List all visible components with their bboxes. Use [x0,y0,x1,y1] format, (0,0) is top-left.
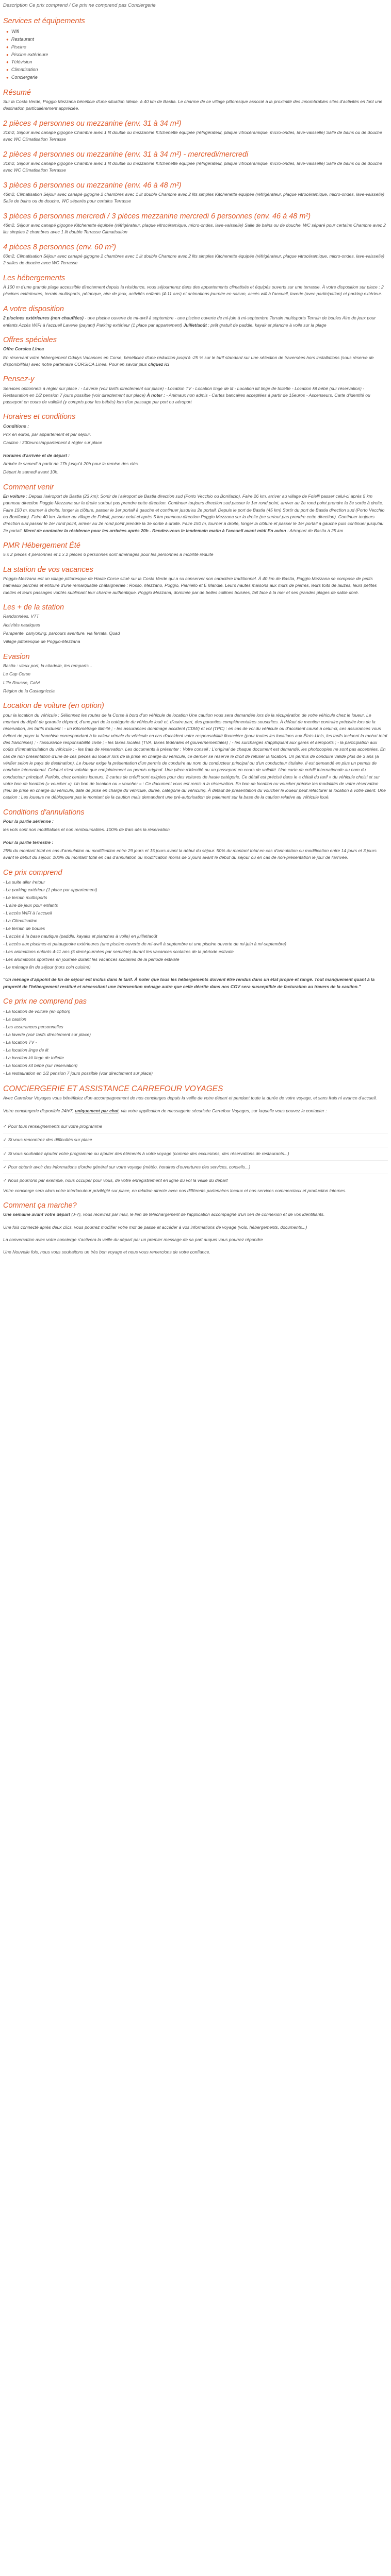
horaires-line: Arrivée le samedi à partir de 17h jusqu'à 20h pour la remise des clés. [3,461,139,467]
station-title: La station de vos vacances [3,565,93,574]
location-title: Location de voiture (en option) [3,702,104,710]
ne-comprend-title: Ce prix ne comprend pas [3,997,87,1006]
when-text: Une fois connecté après deux clics, vous pourrez modifier votre mot de passe et accéder à vos informations de voyage (vols, hébergements, documents...) [3,1224,307,1230]
list-item: - Les animations sportives en journée durant les vacances scolaires de la période estivale [3,957,180,962]
service-item: ● Climatisation [6,67,38,73]
resume-title: Résumé [3,88,31,97]
service-item: ● Wifi [6,29,19,35]
horaires-title: Horaires et conditions [3,413,76,421]
list-item: - La location linge de lit [3,1047,48,1053]
offres-title: Offres spéciales [3,335,57,344]
room-text: 60m2, Climatisation Séjour avec canapé gigogne 2 chambres avec 1 lit double Chambre avec 2 lits simples Kitchenette équipée (réfrigérateur, plaque vitrocéramique, micro-ondes, lave-vaisselle) 2 salles de douche avec WC Terrasse [3,253,384,266]
offres-link[interactable]: cliquez ici [148,361,170,367]
venir-text: En voiture : Depuis l'aéroport de Bastia (23 km): Sortir de l'aéroport de Bastia direction sud (Porto Vecchio ou Bonifacio). Faire 26 km, arriver au village de Folelli passer celui-ci après 5 km panneau direction Poggio Mezzana sur la droite surtout pas prendre cette direction. Continuer toujours direction sud passer le 1er rond point, arriver au 2e rond point prendre la 3e sortie à droite. Faire 150 m, tourner à droite, longer la clôture, passer le 1er portail à gauche et continuer jusqu'au 2e portail. Depuis le port de Bastia (45 km) Sortir du port de Bastia direction sud (Porto Vecchio ou Bonifacio). Faire 40 km. Arriver au village de Folelli, passer celui-ci après 5 km panneau direction Poggio Mezzana sur la droite (ne surtout pas prendre cette direction). Continuer toujours direction sud passer le 1er rond point, arriver au 2e rond point prendre la 3e sortie à droite. Faire 150 m, tourner à droite, longer la clôture et passer le 1er portail à gauche puis continuer jusqu'au 2e portail. Merci de contacter la résidence pour les arrivées après 20h . Rendez-vous le lendemain matin à l'accueil avant midi En avion : Aéroport de Bastia à 25 km [3,494,385,533]
list-item: - Le parking extérieur (1 place par appartement) [3,887,97,893]
list-item: - La location kit bébé (sur réservation) [3,1062,78,1068]
comprend-note: "Un ménage d'appoint de fin de séjour est inclus dans le tarif. À noter que tous les hébergements doivent être rendus dans un état propre et rangé. Tout manquement quant à la propreté de l'hébergement restitué et nécessitant une intervention ménage autre que celle décrite dans nos CGV sera susceptible de facturation au travers de la caution." [3,977,375,989]
room-text: 46m2, Climatisation Séjour avec canapé gigogne 2 chambres avec 1 lit double Chambre avec 2 lits simples Kitchenette équipée (réfrigérateur, plaque vitrocéramique, micro-ondes, lave-vaisselle) Salle de bains ou de douche, WC séparés pour certains Terrasse [3,192,384,204]
list-item: - La caution [3,1016,26,1022]
services-title: Services et équipements [3,16,85,25]
bullet-icon: ● [6,37,9,42]
hebergements-text: À 100 m d'une grande plage accessible directement depuis la résidence, vous séjournerez dans des appartements climatisés et équipés ouverts sur une terrasse. À votre disposition sur place : 2 piscines extérieures, terrain multisports, pétanque, aire de jeux, activités enfants (4-11 ans) et animations journée en saison, accès wifi à l'accueil, laverie (avec participation) et parking extérieur. [3,284,384,297]
service-item: ● Piscine [6,44,26,49]
station-text: Poggio-Mezzana est un village pittoresque de Haute Corse situé sur la Costa Verde qui a su conserver son caractère traditionnel. À 40 km de Bastia, Poggio Mezzana se compose de petits hameaux perchés et entouré d'une remarquable châtaigneraie : Rosso, Mezzano, Poggio, Pianiello et E Mandle. Leurs hautes maisons aux murs de pierres, leurs toits de lauzes, leurs petites ruelles et leurs passages voûtés sublimant leur charme authentique. Poggio Mezzana, dominée par de belles collines boisées, fait face à la mer et ses grandes plages de sable doré. [3,576,377,595]
when-text: La conversation avec votre concierge s'activera la veille du départ par un premier message de sa part auquel vous pourrez répondre [3,1236,263,1242]
conditions-line: Caution : 300euros/appartement à régler sur place [3,440,103,446]
list-item: - La suite aller /retour [3,879,45,885]
top-line: Description Ce prix comprend / Ce prix ne comprend pas Conciergerie [3,3,156,8]
service-item: ● Télévision [6,59,32,65]
room-title: 2 pièces 4 personnes ou mezzanine (env. 31 à 34 m²) - mercredi/mercredi [3,150,249,159]
bullet-icon: ● [6,52,9,57]
comprend-title: Ce prix comprend [3,868,62,877]
list-item: - La Climatisation [3,918,38,924]
annulation-label: Pour la partie terrestre : [3,839,54,845]
list-item: - Le ménage fin de séjour (hors coin cuisine) [3,964,91,970]
list-item: - Le terrain de boules [3,926,45,931]
conciergerie-text: Avec Carrefour Voyages vous bénéficiez d'un accompagnement de nos concierges depuis la veille de votre départ et pendant toute la durée de votre voyage, et sans frais ni avance d'accueil. [3,1095,377,1101]
conditions-label: Conditions : [3,423,29,429]
horaires-label: Horaires d'arrivée et de départ : [3,452,70,458]
room-text: 31m2, Séjour avec canapé gigogne Chambre avec 1 lit double ou mezzanine Kitchenette équipée (réfrigérateur, plaque vitrocéramique, micro-ondes, lave-vaisselle) Salle de bains ou de douche avec WC Climatisation Terrasse [3,130,382,142]
list-item: - La location TV - [3,1039,37,1045]
ne-comprend-list [3,1008,388,1077]
check-item: ✓ Si vous souhaitez ajouter votre programme ou ajouter des éléments à votre voyage (comme des excursions, des réservations de restaurants...) [3,1150,289,1156]
list-item: - L'accès WIFI à l'accueil [3,910,52,916]
resume-text: Sur la Costa Verde, Poggio Mezzana bénéficie d'une situation idéale, à 40 km de Bastia. Le charme de ce village pittoresque associé à la proximité des innombrables sites d'activités en font une destination particulièrement appréciée. [3,99,383,111]
list-item: - La location de voiture (en option) [3,1008,71,1014]
plus-item: Village pittoresque de Poggio-Mezzana [3,639,80,645]
bullet-icon: ● [6,60,9,65]
evasion-item: Bastia : vieux port, la citadelle, les remparts... [3,663,92,669]
pmr-text: 5 x 2 pièces 4 personnes et 1 x 2 pièces 6 personnes sont aménagés pour les personnes à mobilité réduite [3,552,214,557]
list-item: - L'accès à la base nautique (paddle, kayaks et planches à voile) en juillet/août [3,934,157,939]
room-title: 3 pièces 6 personnes ou mezzanine (env. 46 à 48 m²) [3,181,182,190]
bullet-icon: ● [6,67,9,73]
disposition-text: 2 piscines extérieures (non chauffées) - une piscine ouverte de mi-avril à septembre - une piscine ouverte de mi-juin à mi-septembre Terrain multisports Terrain de boules Aire de jeux pour enfants Accès WIFI à l'accueil Laverie (payant) Parking extérieur (1 place par appartement) Juillet/août : prêt gratuit de paddle, kayak et planche à voile sur la plage [3,315,376,328]
bullet-icon: ● [6,44,9,49]
conditions-line: Prix en euros, par appartement et par séjour. [3,432,91,437]
comprend-list [3,878,388,971]
plus-item: Activités nautiques [3,622,40,628]
list-item: - L'aire de jeux pour enfants [3,903,58,908]
evasion-item: Région de la Castagniccia [3,688,55,693]
pmr-title: PMR Hébergement Été [3,541,80,550]
check-item: ✓ Si vous rencontrez des difficultés sur place [3,1137,92,1143]
when-text: Une semaine avant votre départ (J-7), vous recevrez par mail, le lien de téléchargement de l'application accompagné d'un lien de connexion et de vos identifiants. [3,1212,325,1217]
evasion-title: Evasion [3,652,30,661]
check-item: ✓ Pour obtenir avoir des informations d'ordre général sur votre voyage (météo, horaires d'ouvertures des services, conseils...) [3,1164,251,1170]
room-text: 31m2, Séjour avec canapé gigogne Chambre avec 1 lit double ou mezzanine Kitchenette équipée (réfrigérateur, plaque vitrocéramique, micro-ondes, lave-vaisselle) Salle de bains ou de douche avec WC Climatisation Terrasse [3,161,382,173]
room-title: 3 pièces 6 personnes mercredi / 3 pièces mezzanine mercredi 6 personnes (env. 46 à 48 m²) [3,212,311,221]
conciergerie-title: CONCIERGERIE ET ASSISTANCE CARREFOUR VOYAGES [3,1084,223,1093]
room-text: 46m2, Séjour avec canapé gigogne Kitchenette équipée (réfrigérateur, plaque vitrocéramique, micro-ondes, lave-vaisselle) Salle de bains ou de douche, WC séparé pour certains Chambre avec 2 lits simples 2 chambres avec 1 lit double Terrasse Climatisation [3,223,386,235]
list-item: - L'accès aux piscines et pataugeoire extérieures (une piscine ouverte de mi-avril à septembre et une piscine ouverte de mi-juin à mi-septembre) [3,941,287,947]
location-text: pour la location du véhicule : Sélionnez les routes de la Corse à bord d'un véhicule de location Une caution vous sera demandée lors de la récupération de votre véhicule chez le loueur. Le montant du dépôt de garantie dépend, d'une part de la catégorie du véhicule loué et, d'autre part, des garanties complémentaires souscrites. À défaut de mention contraire précisée lors de la réservation, les tarifs incluent : - un Kilométrage illimité ; - les assurances dommage accident (CDW) et vol (TPC) : en cas de vol du véhicule ou d'accident causé à celui-ci, ces assurances vous évitent de payer la franchise correspondant à la valeur vénale du véhicule en cas d'accident votre responsabilité financière (pour toutes les locations aux États-Unis, les tarifs incluent la rachat total des franchises) ; - l'assurance responsabilité civile ; - les taxes locales (TVA, taxes fédérales et gouvernementales) ; - les surcharges s'appliquant aux gares et aéroports ; - la participation aux coûts d'immatriculation du véhicule ; - les frais de réservation. Les documents à présenter : Votre conseil : L'original de chaque document est demandé, les photocopies ne sont pas acceptées. En cas de non présentation d'une de ces pièces au loueur lors de la prise en charge du véhicule, ce dernier se réserve le droit de refuser la location. Un permis de conduire valide plus de 3 ans (à vérifier selon le pays de destination). Le loueur exige la présentation d'un permis de conduire au nom du conducteur principal ou d'un conducteur titulaire. Il est demandé en plus un permis de conduire international. Celui-ci n'est valable que conjointement au permis original. Une pièce d'identité ou un passeport en cours de validité. Une carte de crédit internationale au nom du conducteur principal. Parfois, chez certains loueurs, 2 cartes de crédit sont exigées pour des voitures de haute catégorie. Ce détail est précisé dans le « détail du tarif » du véhicule choisi et sur votre bon de location (« voucher »). Un bon de location ou « voucher » : Ce document vous est remis à la réservation. En bon de location ou voucher précise les modalités de votre réservation (lieu de prise en charge du véhicule, date de prise en charge du véhicule, durée, catégorie du véhicule). À défaut de présentation du voucher le loueur peut refacturer la location à votre client. Une caution : Les loueurs ne débloquent pas le montant de la caution mais demandent une pré-autorisation de paiement sur la base de la caution relative au véhicule loué. [3,712,387,800]
plus-item: Parapente, canyoning, parcours aventure, via ferrata, Quad [3,631,120,636]
page [0,0,391,1263]
disposition-title: A votre disposition [3,304,64,313]
conciergerie-text: Votre conciergerie disponible 24h/7, uniquement par chat, via votre application de messagerie sécurisée Carrefour Voyages, sur laquelle vous pouvez le contacter : [3,1108,327,1113]
plus-item: Randonnées, VTT [3,614,39,619]
services-list [6,28,388,81]
list-item: - La laverie (voir tarifs directement sur place) [3,1031,91,1037]
list-item: - Les animations enfants 4-11 ans (5 demi-journées par semaine) durant les vacances scolaires de la période estivale [3,949,234,955]
service-item: ● Conciergerie [6,74,38,80]
service-item: ● Piscine extérieure [6,52,48,57]
evasion-item: Le Cap Corse [3,671,31,677]
bullet-icon: ● [6,75,9,80]
room-title: 2 pièces 4 personnes ou mezzanine (env. 31 à 34 m²) [3,119,182,128]
venir-title: Comment venir [3,483,54,492]
when-title: Comment ça marche? [3,1201,77,1210]
pensez-title: Pensez-y [3,375,35,384]
hebergements-title: Les hébergements [3,274,66,282]
when-text: Une Nouvelle fois, nous vous souhaitons un très bon voyage et nous vous remercions de votre confiance. [3,1249,210,1255]
list-item: - La restauration en 1/2 pension 7 jours possible (voir directement sur place) [3,1070,153,1076]
bullet-icon: ● [6,29,9,35]
annulation-title: Conditions d'annulations [3,808,85,817]
list-item: - La location kit linge de toilette [3,1055,64,1060]
check-item: ✓ Nous pourrons par exemple, nous occuper pour vous, de votre enregistrement en ligne du vol la veille du départ [3,1178,228,1183]
service-item: ● Restaurant [6,36,34,42]
offres-subtitle: Offre Corsica Linea [3,346,44,352]
plus-title: Les + de la station [3,603,64,612]
annulation-text: 25% du montant total en cas d'annulation ou modification entre 29 jours et 15 jours avant la début du séjour. 50% du montant total en cas d'annulation ou modification entre 14 jours et 3 jours avant le début du séjour. 100% du montant total en cas d'annulation ou modification moins de 3 jours avant le début du séjour ou en cas de non-présentation le jour de l'arrivée. [3,848,377,860]
offres-text: En réservant votre hébergement Odalys Vacances en Corse, bénéficiez d'une réduction jusqu'à -25 % sur le tarif standard sur une sélection de traversées hors installations (sous réserve de disponibilités) avec notre partenaire CORSICA Linea. Pour en savoir plus cliquez ici [3,354,374,367]
annulation-label: Pour la partie aérienne : [3,819,54,824]
pensez-text: Services optionnels à régler sur place : - Laverie (voir tarifs directement sur place) - Location TV - Location linge de lit - Location kit linge de toilette - Location kit bébé (sur réservation) - Restauration en 1/2 pension 7 jours possible (voir directement sur place) À noter : - Animaux non admis - Cartes bancaires acceptées à partir de 15euros - Ascenseurs, Carte d'identité ou passeport en cours de validité (y compris pour les bébés) lors d'un passage par port ou aéroport [3,385,370,405]
room-title: 4 pièces 8 personnes (env. 60 m²) [3,243,116,251]
evasion-item: L'Ile Rousse, Calvi [3,680,40,685]
check-item: ✓ Pour tous renseignements sur votre programme [3,1124,103,1129]
conciergerie-text: Votre concierge sera alors votre interlocuteur privilégié sur place, en relation directe avec nos différents partenaires locaux et nos services commerciaux et production internes. [3,1188,347,1193]
annulation-text: les vols sont non modifiables et non remboursables. 100% de frais dès la réservation [3,827,170,833]
list-item: - Le terrain multisports [3,895,47,901]
horaires-line: Départ le samedi avant 10h. [3,469,59,475]
list-item: - Les assurances personnelles [3,1024,63,1029]
